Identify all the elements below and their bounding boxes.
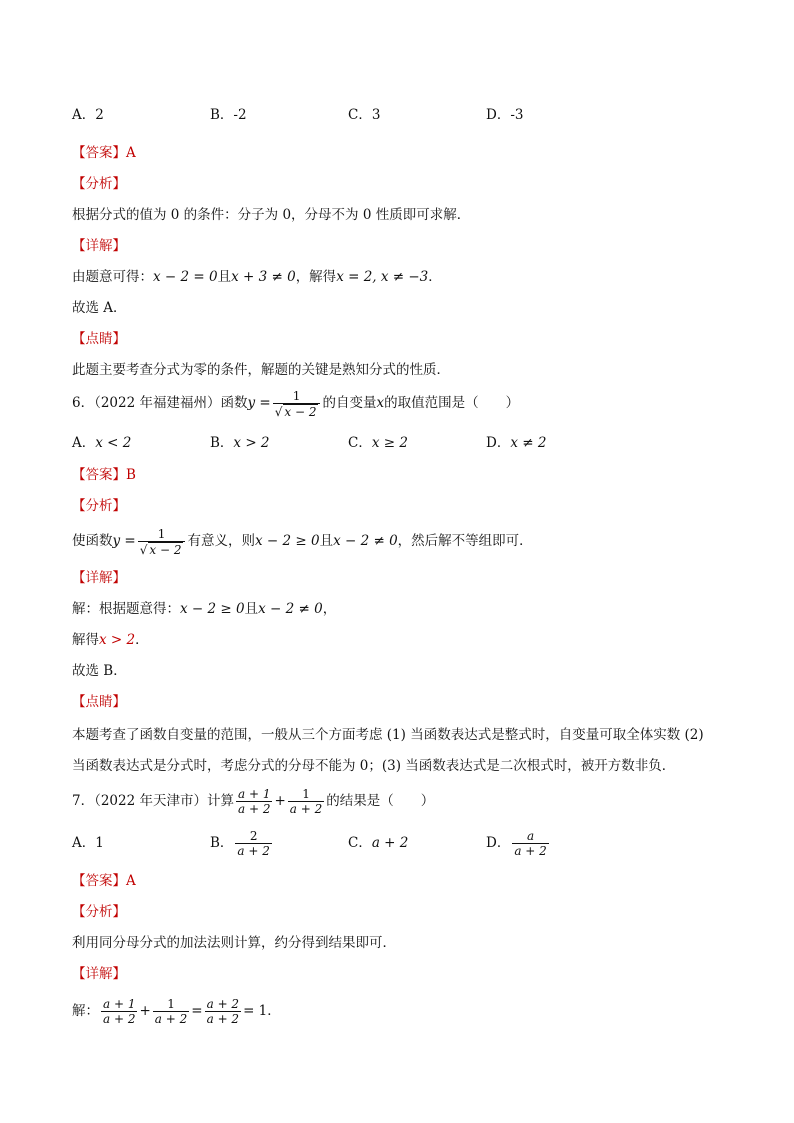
q5-analysis-text: 根据分式的值为 0 的条件：分子为 0，分母不为 0 性质即可求解． — [72, 207, 471, 223]
detail-fraction-3 — [205, 997, 241, 1026]
q5-comment-tag: 【点睛】 — [72, 331, 126, 347]
q6-detail-tag: 【详解】 — [72, 570, 126, 586]
analysis-frac-den — [138, 542, 186, 557]
opt-label: B． — [210, 435, 234, 451]
frac-num: 1 — [288, 787, 324, 802]
q6-fraction — [273, 389, 321, 419]
q5-option-a: A．2 — [72, 107, 104, 123]
q7-detail-tag: 【详解】 — [72, 966, 126, 982]
detail-cond1: x − 2 = 0 — [153, 269, 218, 285]
frac-num: a + 1 — [103, 997, 136, 1011]
frac-den: a + 2 — [514, 844, 547, 858]
q7-option-c — [348, 834, 408, 852]
opt-expr: x > 2 — [233, 435, 270, 451]
opt-label: C． — [348, 435, 372, 451]
frac-num: 2 — [235, 829, 271, 844]
q6-var: x — [376, 395, 385, 411]
analysis-c2: x − 2 ≠ 0 — [333, 533, 398, 549]
q6-option-a — [72, 434, 131, 452]
detail-result: x = 2, x ≠ −3 — [336, 269, 429, 285]
q5-answer — [72, 144, 136, 162]
detail-cond2: x + 3 ≠ 0 — [231, 269, 296, 285]
detail-end: ， — [322, 601, 337, 617]
detail-prefix: 解：根据题意得： — [72, 601, 180, 617]
solve-prefix: 解得 — [72, 632, 99, 648]
opt-fraction — [512, 829, 548, 858]
answer-tag: 【答案】 — [72, 467, 126, 483]
frac-den: a + 2 — [237, 844, 270, 858]
frac-den: a + 2 — [154, 1012, 188, 1026]
q5-detail-tag: 【详解】 — [72, 238, 126, 254]
q6-y: y = — [247, 395, 271, 411]
q6-suffix-a: 的自变量 — [322, 395, 377, 411]
q5-comment-text: 此题主要考查分式为零的条件，解题的关键是熟知分式的性质． — [72, 362, 450, 378]
q7-fraction-2 — [288, 787, 324, 816]
q6-option-d — [486, 434, 546, 452]
q6-comment-tag: 【点睛】 — [72, 694, 126, 710]
opt-expr: a + 2 — [371, 835, 409, 851]
q6-analysis-tag: 【分析】 — [72, 498, 126, 514]
analysis-prefix: 使函数 — [72, 533, 113, 549]
frac-den: a + 2 — [289, 802, 323, 816]
frac-num: a — [512, 829, 548, 844]
sqrt-icon: √ — [139, 542, 148, 557]
frac-num: a + 2 — [206, 997, 240, 1011]
solve-expr: x > 2 — [99, 632, 136, 648]
q5-analysis-tag: 【分析】 — [72, 176, 126, 192]
detail-and: 且 — [244, 601, 259, 617]
opt-label: D． — [486, 435, 511, 451]
answer-value: A — [126, 873, 136, 889]
q6-stem — [72, 386, 519, 420]
detail-plus: + — [139, 1003, 151, 1019]
solve-end: ． — [135, 632, 149, 648]
analysis-radicand: x − 2 — [149, 542, 182, 557]
q6-detail-text — [72, 600, 336, 618]
q7-prefix: 7．（2022 年天津市）计算 — [72, 793, 234, 809]
q6-answer — [72, 466, 136, 484]
q7-analysis-tag: 【分析】 — [72, 904, 126, 920]
frac-den: a + 2 — [206, 1012, 240, 1026]
opt-label: B． — [210, 835, 234, 851]
q5-option-c: C．3 — [348, 107, 381, 123]
opt-label: A． — [72, 435, 96, 451]
detail-eq: = — [191, 1003, 203, 1019]
analysis-mid: 有意义，则 — [187, 533, 255, 549]
detail-c2: x − 2 ≠ 0 — [258, 601, 323, 617]
frac-den: a + 2 — [238, 802, 271, 816]
q6-option-c — [348, 434, 408, 452]
detail-fraction-2 — [153, 997, 189, 1026]
q7-analysis-text: 利用同分母分式的加法法则计算，约分得到结果即可． — [72, 935, 396, 951]
detail-prefix: 解： — [72, 1003, 99, 1019]
detail-and: 且 — [217, 269, 232, 285]
opt-expr: x < 2 — [95, 435, 132, 451]
q6-radicand: x − 2 — [284, 404, 317, 419]
frac-num: 1 — [153, 997, 189, 1012]
opt-label: C． — [348, 835, 372, 851]
q6-suffix-b: 的取值范围是（ ） — [384, 395, 520, 411]
frac-num: a + 1 — [238, 787, 271, 801]
detail-end: ． — [267, 1003, 281, 1019]
detail-c1: x − 2 ≥ 0 — [180, 601, 245, 617]
opt-expr: x ≠ 2 — [510, 435, 547, 451]
analysis-frac-num: 1 — [138, 527, 186, 542]
analysis-fraction — [138, 527, 186, 557]
q7-detail-text — [72, 994, 281, 1028]
detail-mid: ，解得 — [295, 269, 337, 285]
q5-option-b: B．-2 — [210, 107, 247, 123]
q6-comment-line2: 当函数表达式是分式时，考虑分式的分母不能为 0；(3) 当函数表达式是二次根式时，被开方数非负． — [72, 758, 676, 774]
detail-end: ． — [428, 269, 442, 285]
answer-tag: 【答案】 — [72, 873, 126, 889]
q7-fraction-1 — [236, 787, 272, 816]
q6-solve — [72, 631, 149, 649]
frac-den: a + 2 — [103, 1012, 136, 1026]
q7-option-d — [486, 826, 551, 860]
analysis-end: ，然后解不等组即可． — [397, 533, 533, 549]
analysis-c1: x − 2 ≥ 0 — [254, 533, 320, 549]
opt-expr: x ≥ 2 — [371, 435, 408, 451]
opt-label: D． — [486, 835, 511, 851]
sqrt-icon: √ — [274, 404, 283, 419]
answer-value: B — [126, 467, 136, 483]
q7-stem — [72, 784, 434, 818]
answer-value: A — [126, 145, 136, 161]
q6-choose: 故选 B． — [72, 663, 127, 679]
detail-result: = 1 — [243, 1003, 268, 1019]
q5-choose: 故选 A． — [72, 300, 127, 316]
analysis-y: y = — [112, 533, 136, 549]
q5-detail-text — [72, 268, 442, 286]
q6-comment-line1: 本题考查了函数自变量的范围，一般从三个方面考虑 (1) 当函数表达式是整式时，自变量可取全体实数 (2) — [72, 727, 704, 743]
q7-option-a: A．1 — [72, 835, 104, 851]
q7-plus: + — [274, 793, 286, 809]
q6-frac-den — [273, 404, 321, 419]
q6-frac-num: 1 — [273, 389, 321, 404]
q6-analysis-text — [72, 524, 533, 558]
q7-option-b — [210, 826, 274, 860]
q6-option-b — [210, 434, 270, 452]
analysis-and: 且 — [319, 533, 334, 549]
q5-option-d: D．-3 — [486, 107, 524, 123]
detail-prefix: 由题意可得： — [72, 269, 153, 285]
q6-prefix: 6．（2022 年福建福州）函数 — [72, 395, 248, 411]
opt-fraction — [235, 829, 271, 858]
answer-tag: 【答案】 — [72, 145, 126, 161]
q7-answer — [72, 872, 136, 890]
detail-fraction-1 — [101, 997, 137, 1026]
q7-suffix: 的结果是（ ） — [326, 793, 435, 809]
